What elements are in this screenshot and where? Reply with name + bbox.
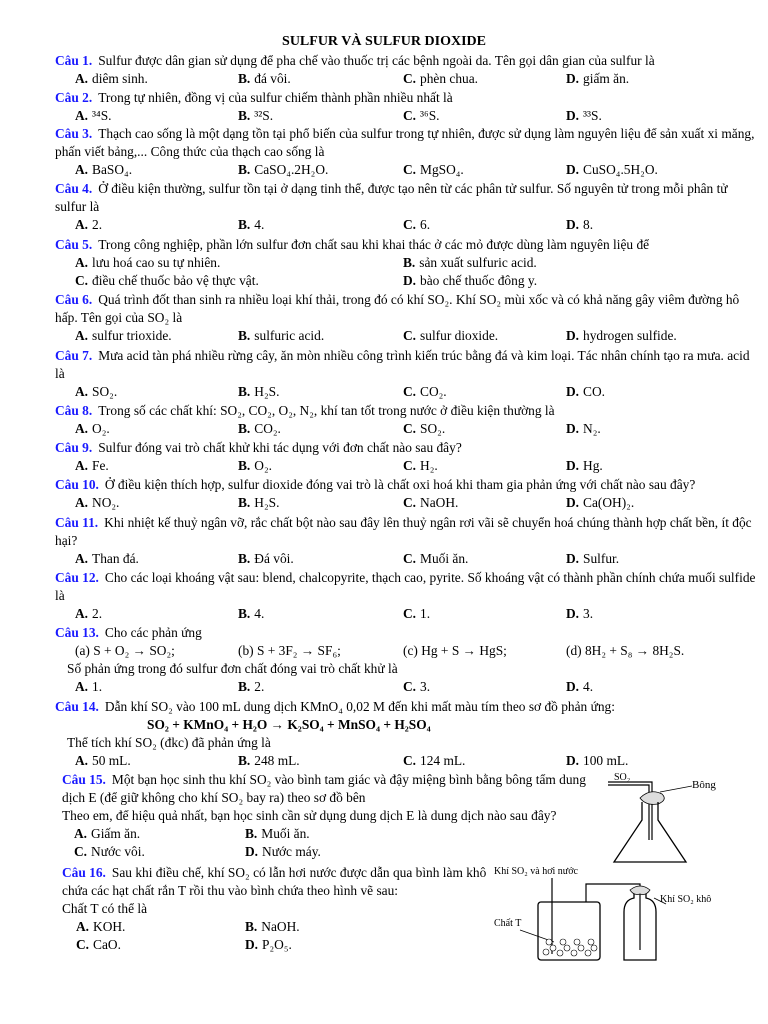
- option-d[interactable]: D. bào chế thuốc đông y.: [403, 273, 538, 288]
- question-12: [55, 569, 756, 623]
- options: [55, 494, 756, 512]
- figure-solid-label: Chất T: [494, 918, 522, 929]
- figure-outlet-label: Khí SO₂ khô: [660, 894, 712, 905]
- option-d[interactable]: D. 4.: [566, 679, 594, 694]
- option-c[interactable]: C. MgSO₄.: [403, 162, 464, 177]
- option-c[interactable]: C. ³⁶S.: [403, 108, 440, 123]
- question-label: Câu 8.: [55, 403, 93, 418]
- option-c[interactable]: C. 3.: [403, 679, 431, 694]
- option-a[interactable]: A. SO₂.: [75, 384, 118, 399]
- option-b[interactable]: B. ³²S.: [238, 108, 274, 123]
- question-10: [55, 476, 756, 512]
- question-2: [55, 89, 756, 125]
- question-stem: Ở điều kiện thường, sulfur tồn tại ở dạng tinh thể, được tạo nên từ các phân tử sulfur. Số nguyên tử trong mỗi phân tử sulfur là: [55, 181, 728, 214]
- question-stem: Quá trình đốt than sinh ra nhiều loại khí thải, trong đó có khí SO₂. Khí SO₂ mùi xốc và có khả năng gây viêm đường hô hấp. Tên gọi của SO₂ là: [55, 292, 740, 325]
- question-6: [55, 291, 756, 345]
- option-b[interactable]: B. đá vôi.: [238, 71, 291, 86]
- question-label: Câu 13.: [55, 625, 99, 640]
- option-b[interactable]: B. Đá vôi.: [238, 551, 294, 566]
- delivery-tube-inner: [608, 785, 649, 840]
- option-a[interactable]: A. sulfur trioxide.: [75, 328, 172, 343]
- options-row-2: [55, 272, 756, 290]
- question-9: [55, 439, 756, 475]
- option-a[interactable]: A. 2.: [75, 217, 103, 232]
- option-d[interactable]: D. CO.: [566, 384, 605, 399]
- option-b[interactable]: B. Muối ăn.: [245, 826, 310, 841]
- flask-diagram: [600, 770, 760, 870]
- option-b[interactable]: B. 2.: [238, 679, 265, 694]
- question-8: [55, 402, 756, 438]
- cotton-pointer: [660, 786, 692, 792]
- option-a[interactable]: A. lưu hoá cao su tự nhiên.: [75, 255, 221, 270]
- option-b[interactable]: B. 4.: [238, 606, 265, 621]
- reaction-c: (c) Hg + S → HgS;: [403, 643, 507, 658]
- option-b[interactable]: B. sulfuric acid.: [238, 328, 325, 343]
- options-row-2: [62, 936, 488, 954]
- options: [55, 420, 756, 438]
- options: [55, 327, 756, 345]
- question-label: Câu 9.: [55, 440, 93, 455]
- reaction-list: [55, 642, 756, 660]
- figure-inlet-label: Khí SO₂ và hơi nước: [494, 866, 578, 877]
- question-13: [55, 624, 756, 696]
- option-c[interactable]: C. NaOH.: [403, 495, 459, 510]
- question-stem: Cho các loại khoáng vật sau: blend, chalcopyrite, thạch cao, pyrite. Số khoáng vật có thành phần chính chứa muối sulfide là: [55, 570, 756, 603]
- question-stem: Cho các phản ứng: [104, 625, 202, 640]
- option-c[interactable]: C. CaO.: [76, 937, 121, 952]
- figure-cotton-label: Bông: [692, 779, 716, 791]
- options: [55, 70, 756, 88]
- option-a[interactable]: A. diêm sinh.: [75, 71, 148, 86]
- option-a[interactable]: A. BaSO₄.: [75, 162, 133, 177]
- question-7: [55, 347, 756, 401]
- option-b[interactable]: B. 248 mL.: [238, 753, 300, 768]
- question-14: [55, 698, 756, 770]
- question-label: Câu 14.: [55, 699, 99, 714]
- option-d[interactable]: D. Ca(OH)₂.: [566, 495, 635, 510]
- option-c[interactable]: C. SO₂.: [403, 421, 446, 436]
- options: [55, 678, 756, 696]
- option-a[interactable]: A. Fe.: [75, 458, 109, 473]
- page-title: SULFUR VÀ SULFUR DIOXIDE: [282, 34, 486, 49]
- options: [55, 383, 756, 401]
- question-label: Câu 12.: [55, 570, 99, 585]
- option-d[interactable]: D. Sulfur.: [566, 551, 620, 566]
- option-a[interactable]: A. NO₂.: [75, 495, 120, 510]
- option-b[interactable]: B. O₂.: [238, 458, 272, 473]
- question-5: [55, 236, 756, 290]
- options-row-2: [62, 843, 618, 861]
- option-a[interactable]: A. 1.: [75, 679, 103, 694]
- question-label: Câu 10.: [55, 477, 99, 492]
- question-label: Câu 5.: [55, 237, 93, 252]
- reaction-equation: SO₂ + KMnO₄ + H₂O → K₂SO₄ + MnSO₄ + H₂SO₄: [147, 717, 431, 732]
- question-label: Câu 1.: [55, 53, 93, 68]
- reaction-b: (b) S + 3F₂ → SF₆;: [238, 643, 341, 658]
- option-d[interactable]: D. 3.: [566, 606, 594, 621]
- option-b[interactable]: B. H₂S.: [238, 495, 280, 510]
- question-stem: Ở điều kiện thích hợp, sulfur dioxide đóng vai trò là chất oxi hoá khi tham gia phản ứng với chất nào sau đây?: [104, 477, 696, 492]
- option-c[interactable]: C. 1.: [403, 606, 431, 621]
- option-c[interactable]: C. điều chế thuốc bảo vệ thực vật.: [75, 273, 259, 288]
- question-label: Câu 2.: [55, 90, 93, 105]
- option-a[interactable]: A. 50 mL.: [75, 753, 131, 768]
- question-label: Câu 11.: [55, 515, 99, 530]
- option-b[interactable]: B. NaOH.: [245, 919, 300, 934]
- question-label: Câu 15.: [62, 772, 106, 787]
- options: [62, 825, 618, 843]
- connecting-tube: [586, 884, 640, 950]
- question-4: [55, 180, 756, 234]
- options: [55, 457, 756, 475]
- reaction-a: (a) S + O₂ → SO₂;: [75, 643, 175, 658]
- option-c[interactable]: C. Muối ăn.: [403, 551, 469, 566]
- question-1: [55, 52, 756, 88]
- option-d[interactable]: D. Hg.: [566, 458, 603, 473]
- question-stem: Thạch cao sống là một dạng tồn tại phổ biến của sulfur trong tự nhiên, được sử dụng làm nguyên liệu để sản xuất xi măng, phấn viết bảng,... Công thức của thạch cao sống là: [55, 126, 755, 159]
- option-a[interactable]: A. Than đá.: [75, 551, 139, 566]
- question-stem: Khi nhiệt kế thuỷ ngân vỡ, rắc chất bột nào sau đây lên thuỷ ngân rơi vãi sẽ chuyển hoá chúng thành hợp chất bền, ít độc hại?: [55, 515, 752, 548]
- question-15-part-2: [62, 807, 618, 861]
- option-c[interactable]: C. 124 mL.: [403, 753, 466, 768]
- option-c[interactable]: C. CO₂.: [403, 384, 447, 399]
- option-d[interactable]: D. 100 mL.: [566, 753, 629, 768]
- erlenmeyer-flask: [614, 802, 686, 862]
- question-stem: Sulfur đóng vai trò chất khử khi tác dụng với đơn chất nào sau đây?: [98, 440, 462, 455]
- question-stem: Trong số các chất khí: SO₂, CO₂, O₂, N₂, khí tan tốt trong nước ở điều kiện thường là: [98, 403, 555, 418]
- delivery-tube: [608, 782, 652, 840]
- option-c[interactable]: C. H₂.: [403, 458, 438, 473]
- option-d[interactable]: D. CuSO₄.5H₂O.: [566, 162, 658, 177]
- cotton-plug-2: [630, 886, 650, 895]
- question-3: [55, 125, 756, 179]
- question-label: Câu 3.: [55, 126, 93, 141]
- option-b[interactable]: B. 4.: [238, 217, 265, 232]
- options: [55, 107, 756, 125]
- question-label: Câu 16.: [62, 865, 106, 880]
- option-b[interactable]: B. H₂S.: [238, 384, 280, 399]
- question-stem: Dẫn khí SO₂ vào 100 mL dung dịch KMnO₄ 0,02 M đến khi mất màu tím theo sơ đồ phản ứng:: [104, 699, 615, 714]
- question-11: [55, 514, 756, 568]
- option-d[interactable]: D. hydrogen sulfide.: [566, 328, 677, 343]
- option-a[interactable]: A. KOH.: [76, 919, 126, 934]
- reaction-d: (d) 8H₂ + S₈ → 8H₂S.: [566, 643, 685, 658]
- question-stem: Sulfur được dân gian sử dụng để pha chế vào thuốc trị các bệnh ngoài da. Tên gọi dân gian của sulfur là: [98, 53, 655, 68]
- option-a[interactable]: A. Giấm ăn.: [74, 826, 141, 841]
- option-c[interactable]: C. 6.: [403, 217, 431, 232]
- drying-apparatus-diagram: [490, 862, 730, 962]
- question-stem: Trong công nghiệp, phần lớn sulfur đơn chất sau khi khai thác ở các mỏ được dùng làm nguyên liệu để: [98, 237, 650, 252]
- options: [55, 161, 756, 179]
- option-a[interactable]: A. ³⁴S.: [75, 108, 112, 123]
- question-15: [62, 771, 598, 807]
- question-label: Câu 4.: [55, 181, 93, 196]
- question-stem: Trong tự nhiên, đồng vị của sulfur chiếm thành phần nhiều nhất là: [98, 90, 453, 105]
- options: [55, 216, 756, 234]
- option-d[interactable]: D. Nước máy.: [245, 844, 321, 859]
- option-b[interactable]: B. sản xuất sulfuric acid.: [403, 255, 537, 270]
- figure-gas-label: SO₂: [614, 772, 631, 783]
- option-d[interactable]: D. ³³S.: [566, 108, 602, 123]
- question-stem-2: Thể tích khí SO₂ (đkc) đã phản ứng là: [67, 735, 271, 750]
- option-d[interactable]: D. N₂.: [566, 421, 601, 436]
- option-a[interactable]: A. O₂.: [75, 421, 110, 436]
- question-16: [62, 864, 488, 954]
- option-c[interactable]: C. Nước vôi.: [74, 844, 145, 859]
- option-c[interactable]: C. sulfur dioxide.: [403, 328, 499, 343]
- question-stem: Sau khi điều chế, khí SO₂ có lẫn hơi nước được dẫn qua bình làm khô chứa các hạt chất rắn T rồi thu vào bình chứa theo hình vẽ sau:: [62, 865, 487, 898]
- solid-granules: [543, 939, 597, 956]
- options: [55, 254, 756, 272]
- question-stem-2: Theo em, để hiệu quả nhất, bạn học sinh cần sử dụng dung dịch E là dung dịch nào sau đây?: [62, 808, 557, 823]
- options: [55, 550, 756, 568]
- option-c[interactable]: C. phèn chua.: [403, 71, 479, 86]
- options: [55, 605, 756, 623]
- option-d[interactable]: D. 8.: [566, 217, 594, 232]
- question-stem-2: Chất T có thể là: [62, 901, 148, 916]
- option-d[interactable]: D. giấm ăn.: [566, 71, 630, 86]
- cotton-plug: [640, 792, 664, 805]
- option-b[interactable]: B. CO₂.: [238, 421, 281, 436]
- question-stem: Một bạn học sinh thu khí SO₂ vào bình tam giác và đậy miệng bình bằng bông tẩm dung dịch E (để giữ không cho khí SO₂ bay ra) theo sơ đồ bên: [62, 772, 586, 805]
- option-b[interactable]: B. CaSO₄.2H₂O.: [238, 162, 329, 177]
- question-stem: Mưa acid tàn phá nhiều rừng cây, ăn mòn nhiều công trình kiến trúc bằng đá và kim loại. Tác nhân chính tạo ra mưa. acid là: [55, 348, 750, 381]
- question-stem-2: Số phản ứng trong đó sulfur đơn chất đóng vai trò chất khử là: [67, 661, 398, 676]
- question-label: Câu 6.: [55, 292, 93, 307]
- question-label: Câu 7.: [55, 348, 93, 363]
- option-a[interactable]: A. 2.: [75, 606, 103, 621]
- options: [62, 918, 488, 936]
- options: [55, 752, 756, 770]
- option-d[interactable]: D. P₂O₅.: [245, 937, 292, 952]
